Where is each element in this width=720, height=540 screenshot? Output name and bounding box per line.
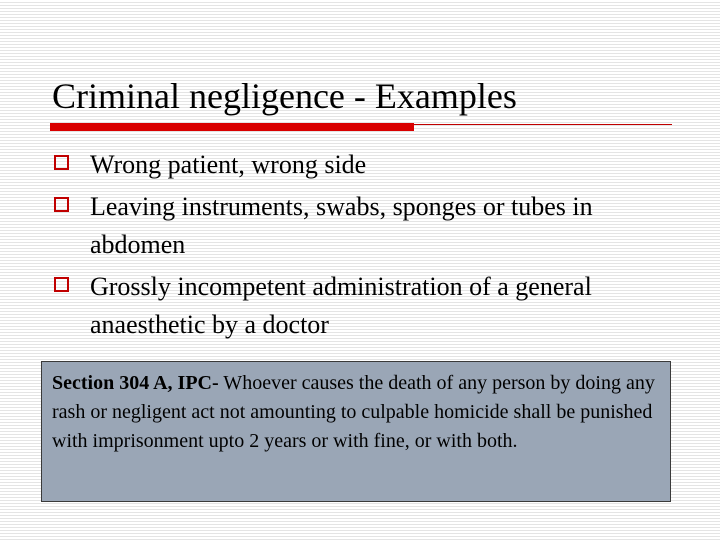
section-reference: Section 304 A, IPC- bbox=[52, 372, 219, 394]
bullet-text: Grossly incompetent administration of a general anaesthetic by a doctor bbox=[90, 272, 592, 339]
bullet-item bbox=[50, 268, 660, 344]
bullet-list bbox=[50, 146, 660, 348]
slide-title: Criminal negligence - Examples bbox=[52, 76, 517, 116]
bullet-item bbox=[50, 146, 660, 184]
section-text: Whoever causes the death of any person by doing any rash or negligent act not amounting to culpable homicide shall be punished with imprisonment upto 2 years or with fine, or with both. bbox=[52, 372, 655, 452]
square-bullet-icon bbox=[54, 197, 69, 212]
bullet-text: Wrong patient, wrong side bbox=[90, 150, 367, 179]
bullet-item bbox=[50, 188, 660, 264]
title-underline-accent bbox=[50, 123, 414, 131]
legal-callout-box bbox=[41, 361, 671, 502]
square-bullet-icon bbox=[54, 155, 69, 170]
bullet-text: Leaving instruments, swabs, sponges or tubes in abdomen bbox=[90, 192, 593, 259]
square-bullet-icon bbox=[54, 277, 69, 292]
